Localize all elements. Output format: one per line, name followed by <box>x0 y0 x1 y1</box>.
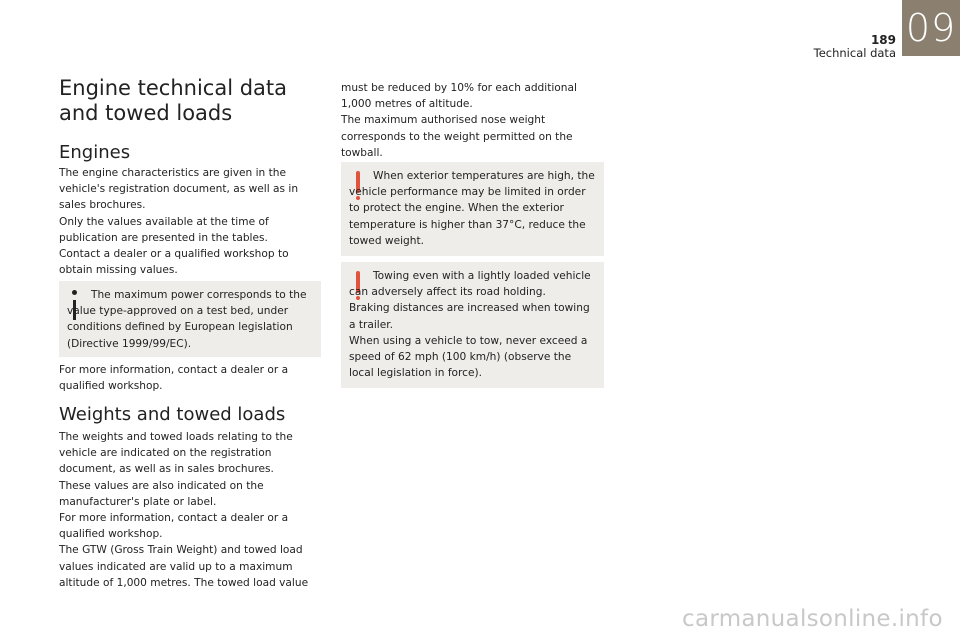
warning-note-towing <box>341 262 604 388</box>
paragraph: Braking distances are increased when towing a trailer. <box>349 302 590 331</box>
warning-note-temperature <box>341 162 604 256</box>
paragraph: must be reduced by 10% for each additional 1,000 metres of altitude. <box>341 82 577 111</box>
paragraph: The GTW (Gross Train Weight) and towed load values indicated are valid up to a maximum altitude of 1,000 metres. The towed load value <box>59 544 309 589</box>
section-title: Technical data <box>813 46 896 60</box>
page-title: Engine technical data and towed loads <box>59 76 288 125</box>
engines-heading: Engines <box>59 142 131 163</box>
engines-text <box>59 165 324 278</box>
weights-text-continued <box>341 80 604 161</box>
paragraph: The weights and towed loads relating to the vehicle are indicated on the registration document, as well as in sales brochures. <box>59 431 293 476</box>
paragraph: For more information, contact a dealer or a qualified workshop. <box>59 512 289 541</box>
warning-text: When exterior temperatures are high, the vehicle performance may be limited in order to protect the engine. When the exterior temperature is higher than 37°C, reduce the towed weight. <box>349 170 595 247</box>
warning-text <box>349 268 599 381</box>
info-note-text: The maximum power corresponds to the value type-approved on a test bed, under conditions defined by European legislation (Directive 1999/99/EC). <box>67 289 307 350</box>
paragraph: Contact a dealer or a qualified workshop to obtain missing values. <box>59 248 289 277</box>
weights-heading: Weights and towed loads <box>59 404 286 425</box>
paragraph: When using a vehicle to tow, never exceed a speed of 62 mph (100 km/h) (observe the local legislation in force). <box>349 334 588 380</box>
paragraph: The maximum authorised nose weight corresponds to the weight permitted on the towball. <box>341 114 573 159</box>
weights-text <box>59 429 324 591</box>
info-note <box>59 281 321 357</box>
chapter-tab: 09 <box>902 0 960 56</box>
paragraph: These values are also indicated on the manufacturer's plate or label. <box>59 479 264 508</box>
paragraph: Only the values available at the time of publication are presented in the tables. <box>59 215 269 244</box>
more-info-text: For more information, contact a dealer or a qualified workshop. <box>59 364 289 393</box>
page-number: 189 <box>870 33 896 47</box>
paragraph: Towing even with a lightly loaded vehicle can adversely affect its road holding. <box>349 270 591 299</box>
paragraph: The engine characteristics are given in the vehicle's registration document, as well as in sales brochures. <box>59 167 299 212</box>
watermark: carmanualsonline.info <box>682 606 943 632</box>
